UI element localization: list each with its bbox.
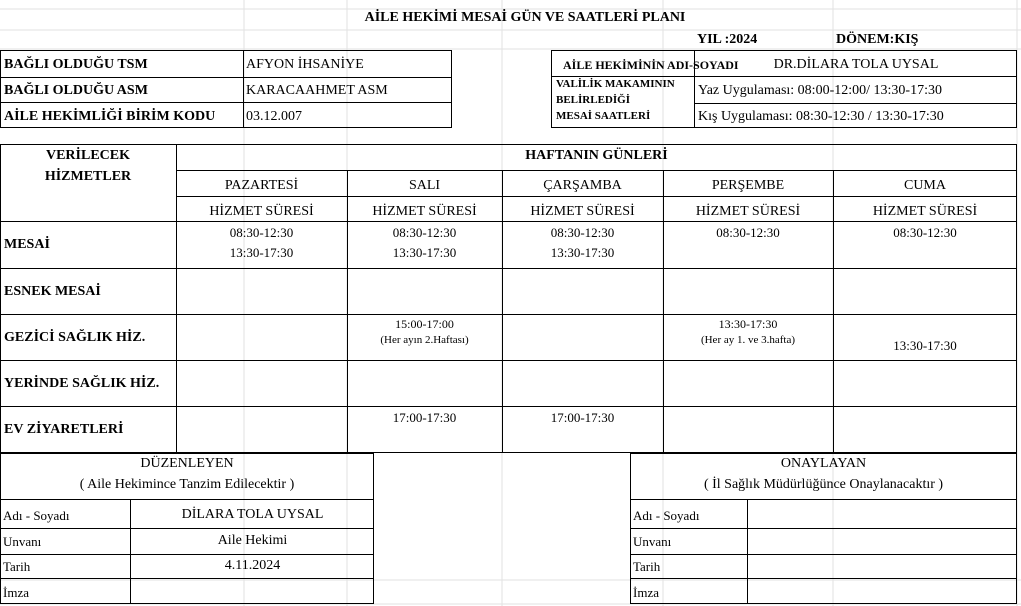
asm-value: KARACAAHMET ASM (246, 83, 388, 98)
prepared-date-value: 4.11.2024 (224, 558, 281, 573)
days-header: HAFTANIN GÜNLERİ (525, 148, 668, 163)
summer-hours: Yaz Uygulaması: 08:00-12:00/ 13:30-17:30 (698, 83, 942, 98)
approved-title: ONAYLAYAN (780, 456, 867, 471)
ev-wednesday-line-1: 17:00-17:30 (550, 410, 615, 425)
gezici-thursday-line-2: (Her ay 1. ve 3.hafta) (700, 334, 796, 346)
prepared-title-label: Unvanı (3, 534, 42, 549)
hours-label-line-2: BELİRLEDİĞİ (556, 94, 630, 106)
year-label: YIL :2024 (697, 32, 758, 47)
prepared-signature-label: İmza (3, 585, 29, 600)
unit-code-value: 03.12.007 (246, 109, 302, 124)
day-thursday: PERŞEMBE (711, 178, 785, 193)
row-label-mesai: MESAİ (4, 237, 50, 252)
approved-name-label: Adı - Soyadı (633, 508, 700, 523)
gezici-friday-line-1: 13:30-17:30 (893, 338, 957, 353)
unit-code-label: AİLE HEKİMLİĞİ BİRİM KODU (4, 109, 216, 124)
service-duration-tuesday: HİZMET SÜRESİ (372, 204, 477, 219)
mesai-tuesday-line-2: 13:30-17:30 (392, 245, 457, 260)
mesai-tuesday-line-1: 08:30-12:30 (392, 225, 457, 240)
day-tuesday: SALI (408, 178, 441, 193)
approved-title-label: Unvanı (633, 534, 672, 549)
ev-tuesday-line-1: 17:00-17:30 (392, 410, 457, 425)
prepared-date-label: Tarih (3, 559, 31, 574)
gezici-tuesday-line-2: (Her ayın 2.Haftası) (380, 334, 469, 346)
page-title: AİLE HEKİMİ MESAİ GÜN VE SAATLERİ PLANI (364, 10, 686, 25)
prepared-subtitle: ( Aile Hekimince Tanzim Edilecektir ) (79, 477, 295, 492)
day-monday: PAZARTESİ (224, 178, 299, 193)
hours-label-line-3: MESAİ SAATLERİ (556, 110, 651, 122)
approved-signature-label: İmza (633, 585, 659, 600)
row-label-yerinde: YERİNDE SAĞLIK HİZ. (4, 376, 160, 391)
doctor-value: DR.DİLARA TOLA UYSAL (773, 57, 939, 72)
gezici-tuesday-line-1: 15:00-17:00 (395, 317, 454, 331)
prepared-title: DÜZENLEYEN (140, 456, 234, 471)
prepared-title-value: Aile Hekimi (217, 533, 288, 548)
services-header-line-1: VERİLECEK (45, 148, 131, 163)
tsm-label: BAĞLI OLDUĞU TSM (4, 57, 148, 72)
mesai-wednesday-line-2: 13:30-17:30 (550, 245, 615, 260)
row-label-ev-ziyaretleri: EV ZİYARETLERİ (4, 422, 124, 437)
gezici-thursday-line-1: 13:30-17:30 (718, 317, 778, 331)
approved-subtitle: ( İl Sağlık Müdürlüğünce Onaylanacaktır ) (703, 477, 944, 492)
mesai-monday-line-2: 13:30-17:30 (229, 245, 294, 260)
row-label-esnek-mesai: ESNEK MESAİ (4, 284, 101, 299)
winter-hours: Kış Uygulaması: 08:30-12:30 / 13:30-17:30 (698, 109, 944, 124)
service-duration-wednesday: HİZMET SÜRESİ (530, 204, 635, 219)
service-duration-thursday: HİZMET SÜRESİ (695, 204, 801, 219)
mesai-friday-line-1: 08:30-12:30 (893, 225, 957, 240)
day-wednesday: ÇARŞAMBA (543, 178, 622, 193)
mesai-monday-line-1: 08:30-12:30 (229, 225, 294, 240)
asm-label: BAĞLI OLDUĞU ASM (4, 83, 148, 98)
period-label: DÖNEM:KIŞ (836, 32, 919, 47)
mesai-thursday-line-1: 08:30-12:30 (716, 225, 780, 240)
prepared-name-value: DİLARA TOLA UYSAL (181, 507, 324, 522)
tsm-value: AFYON İHSANİYE (246, 57, 364, 72)
doctor-label: AİLE HEKİMİNİN ADI-SOYADI (563, 58, 739, 72)
service-duration-monday: HİZMET SÜRESİ (209, 204, 314, 219)
service-duration-friday: HİZMET SÜRESİ (872, 204, 978, 219)
row-label-gezici: GEZİCİ SAĞLIK HİZ. (4, 330, 146, 345)
services-header-line-2: HİZMETLER (44, 169, 132, 184)
approved-date-label: Tarih (633, 559, 661, 574)
day-friday: CUMA (903, 178, 946, 193)
hours-label-line-1: VALİLİK MAKAMININ (556, 78, 675, 90)
prepared-name-label: Adı - Soyadı (3, 508, 70, 523)
mesai-wednesday-line-1: 08:30-12:30 (550, 225, 615, 240)
